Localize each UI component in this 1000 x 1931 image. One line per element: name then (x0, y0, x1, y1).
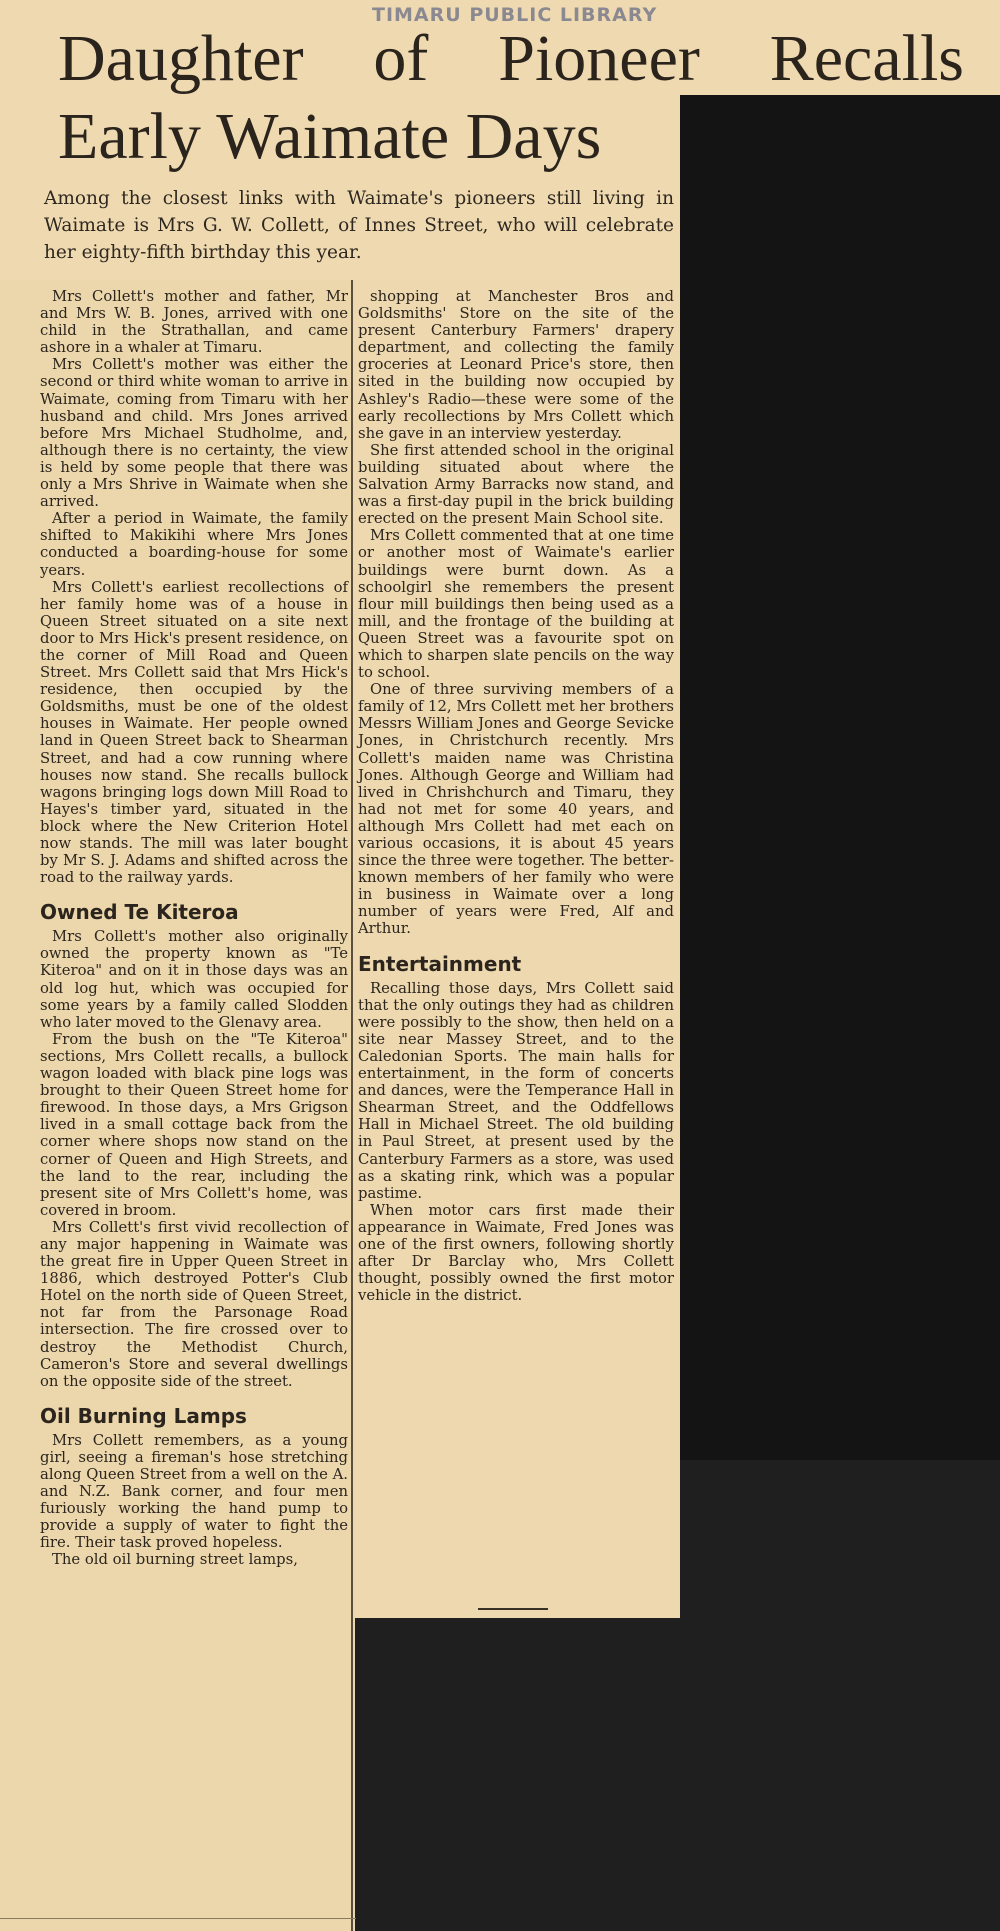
headline-word: Recalls (769, 22, 964, 95)
paragraph: shopping at Manchester Bros and Goldsmiths' Store on the site of the present Canterbury Farmers' drapery department, and collecting the family groceries at Leonard Price's store, then sited in the building now occupied by Ashley's Radio—these were some of the early recollections by Mrs Collett which she gave in an interview yesterday. (358, 288, 674, 442)
paragraph: Mrs Collett commented that at one time or another most of Waimate's earlier buildings were burnt down. As a schoolgirl she remembers the present flour mill buildings then being used as a mill, and the frontage of the building at Queen Street was a favourite spot on which to sharpen slate pencils on the way to school. (358, 527, 674, 682)
paragraph: From the bush on the "Te Kiteroa" sections, Mrs Collett recalls, a bullock wagon loaded with black pine logs was brought to their Queen Street home for firewood. In those days, a Mrs Grigson lived in a small cottage back from the corner where shops now stand on the corner of Queen and High Streets, and the land to the rear, including the present site of Mrs Collett's home, was covered in broom. (40, 1030, 348, 1219)
paragraph: One of three surviving members of a family of 12, Mrs Collett met her brothers Messrs William Jones and George Sevicke Jones, in Christchurch recently. Mrs Collett's maiden name was Christina Jones. Although George and William had lived in Chrishchurch and Timaru, they had not met for some 40 years, and although Mrs Collett had met each on various occasions, it is about 45 years since the three were together. The better-known members of her family who were in business in Waimate over a long number of years were Fred, Alf and Arthur. (358, 681, 674, 938)
subheading-oil-burning-lamps: Oil Burning Lamps (40, 1403, 247, 1428)
column-divider (351, 280, 353, 1931)
headline-word: Daughter (58, 22, 304, 95)
article-right-column (358, 288, 674, 1304)
paragraph: Mrs Collett's mother was either the second or third white woman to arrive in Waimate, coming from Timaru with her husband and child. Mrs Jones arrived before Mrs Michael Studholme, and, although there is no certainty, the view is held by some people that there was only a Mrs Shrive in Waimate when she arrived. (40, 356, 348, 511)
paragraph: When motor cars first made their appearance in Waimate, Fred Jones was one of the first owners, following shortly after Dr Barclay who, Mrs Collett thought, possibly owned the first motor vehicle in the district. (358, 1201, 674, 1305)
subheading-owned-te-kiteroa: Owned Te Kiteroa (40, 900, 239, 925)
library-stamp: TIMARU PUBLIC LIBRARY (372, 4, 658, 26)
paragraph: Recalling those days, Mrs Collett said that the only outings they had as children were possibly to the show, then held on a site near Massey Street, and to the Caledonian Sports. The main halls for entertainment, in the form of concerts and dances, were the Temperance Hall in Shearman Street, and the Oddfellows Hall in Michael Street. The old building in Paul Street, at present used by the Canterbury Farmers as a store, was used as a skating rink, which was a popular pastime. (358, 979, 674, 1202)
headline-line-2: Early Waimate Days (58, 100, 602, 173)
end-of-article-rule (478, 1608, 548, 1610)
article-left-column (40, 288, 348, 1569)
paragraph: Mrs Collett remembers, as a young girl, seeing a fireman's hose stretching along Queen Street from a well on the A. and N.Z. Bank corner, and four men furiously working the hand pump to provide a supply of water to fight the fire. Their task proved hopeless. (40, 1431, 348, 1552)
intro-paragraph: Among the closest links with Waimate's pioneers still living in Waimate is Mrs G. W. Collett, of Innes Street, who will celebrate her eighty-fifth birthday this year. (44, 188, 674, 263)
paragraph: After a period in Waimate, the family shifted to Makikihi where Mrs Jones conducted a boarding-house for some years. (40, 510, 348, 579)
bottom-rule (0, 1918, 356, 1919)
headline-word: Pioneer (498, 22, 700, 95)
subheading-entertainment: Entertainment (358, 951, 522, 976)
paragraph: Mrs Collett's earliest recollections of her family home was of a house in Queen Street situated on a site next door to Mrs Hick's present residence, on the corner of Mill Road and Queen Street. Mrs Collett said that Mrs Hick's residence, then occupied by the Goldsmiths, must be one of the oldest houses in Waimate. Her people owned land in Queen Street back to Shearman Street, and had a cow running where houses now stand. She recalls bullock wagons bringing logs down Mill Road to Hayes's timber yard, situated in the block where the New Criterion Hotel now stands. The mill was later bought by Mr S. J. Adams and shifted across the road to the railway yards. (40, 578, 348, 887)
paragraph: Mrs Collett's mother and father, Mr and Mrs W. B. Jones, arrived with one child in the Strathallan, and came ashore in a whaler at Timaru. (40, 288, 348, 357)
headline (58, 20, 978, 176)
paragraph: She first attended school in the original building situated about where the Salvation Army Barracks now stand, and was a first-day pupil in the brick building erected on the present Main School site. (358, 441, 674, 528)
paragraph: Mrs Collett's mother also originally owned the property known as "Te Kiteroa" and on it in those days was an old log hut, which was occupied for some years by a family called Slodden who later moved to the Glenavy area. (40, 928, 348, 1031)
paragraph: Mrs Collett's first vivid recollection of any major happening in Waimate was the great fire in Upper Queen Street in 1886, which destroyed Potter's Club Hotel on the north side of Queen Street, not far from the Parsonage Road intersection. The fire crossed over to destroy the Methodist Church, Cameron's Store and several dwellings on the opposite side of the street. (40, 1218, 348, 1390)
paragraph: The old oil burning street lamps, (52, 1551, 298, 1569)
headline-word: of (373, 22, 429, 95)
headline-line-1 (58, 20, 964, 98)
